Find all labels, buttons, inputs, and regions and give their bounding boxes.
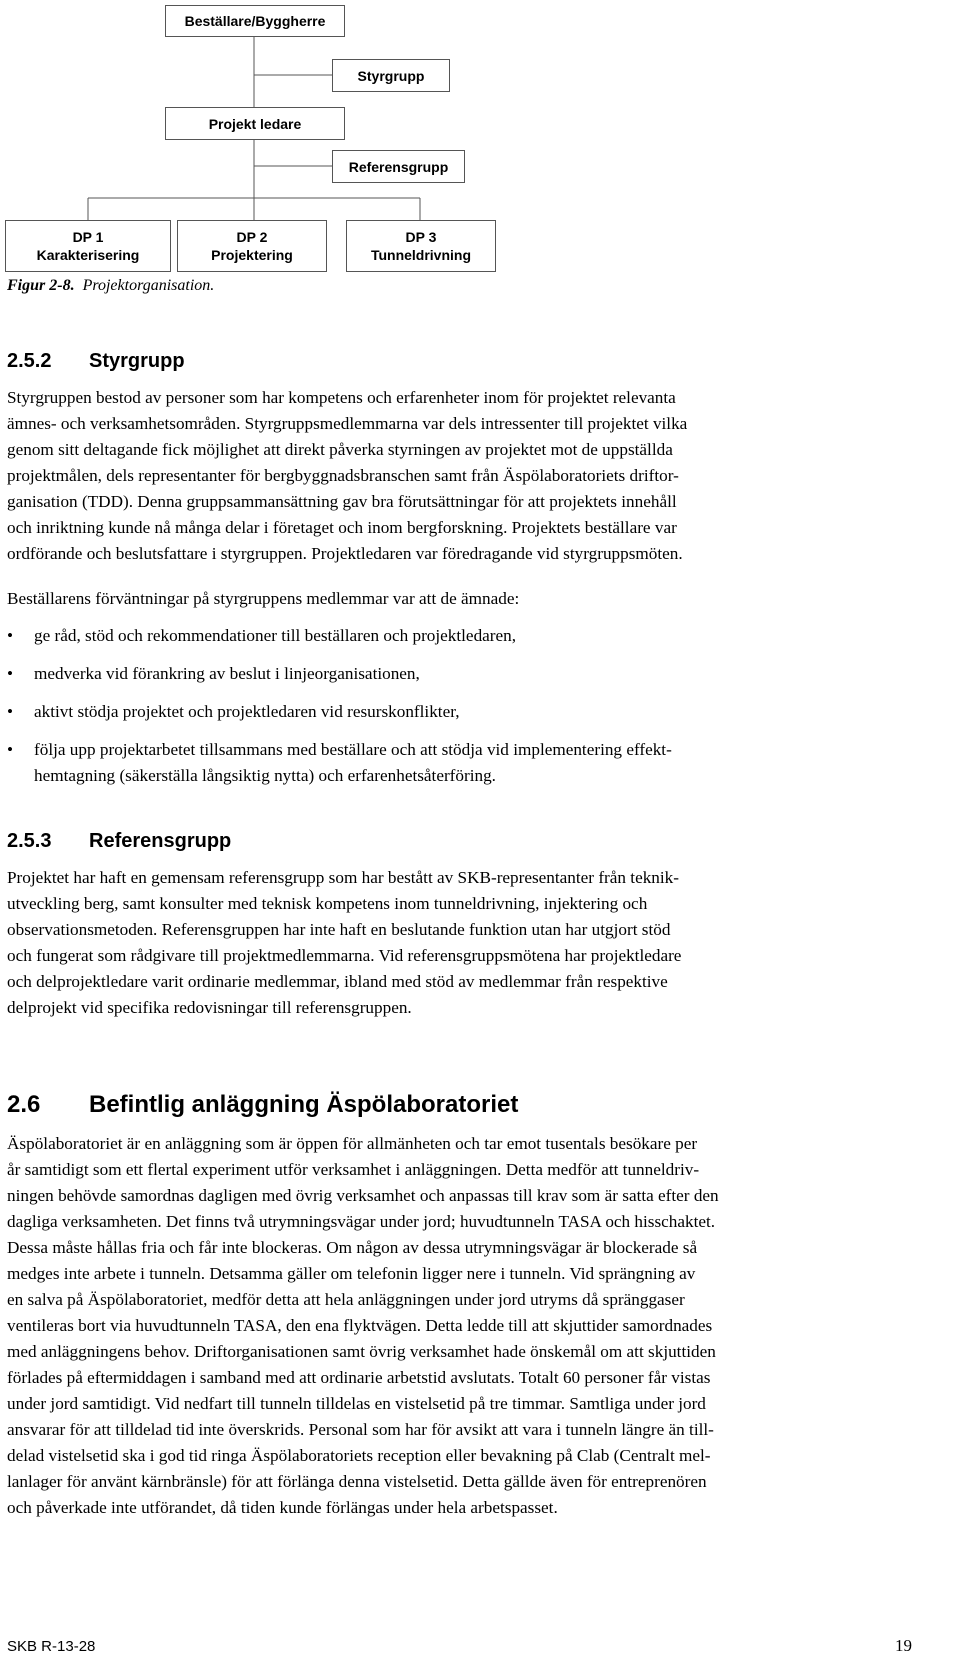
list-item-text: aktivt stödja projektet och projektledaren vid resurskonflikter, [34, 702, 460, 721]
org-node-label: Projektering [211, 247, 293, 263]
org-node-label: DP 2 [236, 229, 268, 245]
org-node-projektledare [165, 107, 345, 140]
footer-page-number: 19 [895, 1636, 912, 1655]
text-line: Beställarens förväntningar på styrgruppens medlemmar var att de ämnade: [7, 589, 520, 608]
text-line: dagliga verksamheten. Det finns två utrymningsvägar under jord; huvudtunneln TASA och hisschaktet. [7, 1212, 716, 1231]
org-node-dp3 [346, 220, 496, 272]
text-line: delad vistelsetid ska i god tid ringa Äspölaboratoriets reception eller bevakning på Clab (Centralt mel- [7, 1446, 711, 1465]
org-node-label: Beställare/Byggherre [184, 13, 326, 29]
org-node-label: Projekt ledare [208, 115, 302, 132]
text-line: projektmålen, dels representanter för bergbyggnadsbranschen samt från Äspölaboratoriets driftor- [7, 466, 679, 485]
text-line: under jord samtidigt. Vid nedfart till tunneln tilldelas en vistelsetid på tre timmar. Samtliga under jord [7, 1394, 706, 1413]
text-line: utveckling berg, samt konsulter med teknisk kompetens inom tunneldrivning, injektering och [7, 894, 648, 913]
paragraph-referensgrupp [7, 865, 907, 1021]
paragraph-expectations-intro [7, 586, 907, 612]
list-item-text: hemtagning (säkerställa långsiktig nytta) och erfarenhetsåterföring. [34, 766, 496, 785]
org-node-label: DP 3 [405, 229, 437, 245]
text-line: genom sitt deltagande fick möjlighet att direkt påverka styrningen av projektet mot de uppställda [7, 440, 673, 459]
text-line: Projektet har haft en gemensam referensgrupp som har bestått av SKB-representanter från teknik- [7, 868, 679, 887]
org-node-label: Styrgrupp [357, 67, 425, 84]
heading-title: Befintlig anläggning Äspölaboratoriet [89, 1091, 519, 1118]
list-item-text: medverka vid förankring av beslut i linjeorganisationen, [34, 664, 420, 683]
bullet-icon: • [7, 626, 14, 645]
text-line: med anläggningens behov. Driftorganisationen samt övrig verksamhet hade önskemål om att skjuttiden [7, 1342, 716, 1361]
list-item [7, 661, 907, 687]
list-item [7, 699, 907, 725]
figure-caption-label: Figur 2-8. [7, 277, 75, 294]
list-item-text: ge råd, stöd och rekommendationer till beställaren och projektledaren, [34, 626, 517, 645]
text-line: ämnes- och verksamhetsområden. Styrgruppsmedlemmarna var dels intressenter till projektet vilka [7, 414, 688, 433]
org-node-referensgrupp [332, 150, 465, 183]
list-item [7, 623, 907, 649]
org-node-styrgrupp [332, 59, 450, 92]
footer-report-id: SKB R-13-28 [7, 1638, 96, 1655]
text-line: och fungerat som rådgivare till projektmedlemmarna. Vid referensgruppsmötena har projektledare [7, 946, 682, 965]
heading-title: Referensgrupp [89, 830, 232, 852]
bullet-icon: • [7, 740, 14, 759]
text-line: lanlager för använt kärnbränsle) för att förlänga denna vistelsetid. Detta gällde även för entreprenören [7, 1472, 707, 1491]
figure-caption [7, 277, 214, 295]
org-node-dp1 [5, 220, 171, 272]
text-line: ningen behövde samordnas dagligen med övrig verksamhet och anpassas till krav som är satta efter den [7, 1186, 719, 1205]
heading-number: 2.6 [7, 1091, 41, 1118]
heading-2-5-3 [7, 830, 231, 853]
heading-title: Styrgrupp [89, 350, 185, 372]
text-line: ganisation (TDD). Denna gruppsammansättning gav bra förutsättningar för att projektets innehåll [7, 492, 677, 511]
text-line: förlades på eftermiddagen i samband med att ordinarie arbetstid avslutats. Totalt 60 personer får vistas [7, 1368, 711, 1387]
list-item-text: följa upp projektarbetet tillsammans med beställare och att stödja vid implementering effekt- [34, 740, 672, 759]
bullet-icon: • [7, 664, 14, 683]
figure-caption-text: Projektorganisation. [82, 277, 215, 294]
list-item [7, 737, 907, 789]
paragraph-aspolaboratoriet [7, 1131, 907, 1521]
org-node-bestallare [165, 5, 345, 37]
heading-number: 2.5.3 [7, 830, 52, 852]
org-node-label: Karakterisering [36, 247, 140, 263]
text-line: ordförande och beslutsfattare i styrgruppen. Projektledaren var föredragande vid styrgruppsmöten. [7, 544, 683, 563]
text-line: Äspölaboratoriet är en anläggning som är öppen för allmänheten och tar emot tusentals besökare per [7, 1134, 698, 1153]
org-chart [0, 0, 960, 290]
org-node-dp2 [177, 220, 327, 272]
org-node-label: DP 1 [72, 229, 104, 245]
expectations-list [7, 623, 907, 801]
text-line: och delprojektledare varit ordinarie medlemmar, ibland med stöd av medlemmar från respektive [7, 972, 668, 991]
text-line: Dessa måste hållas fria och får inte blockeras. Om någon av dessa utrymningsvägar är blockerade så [7, 1238, 698, 1257]
org-node-label: Tunneldrivning [370, 247, 472, 263]
text-line: en salva på Äspölaboratoriet, medför detta att hela anläggningen under jord utryms då spränggaser [7, 1290, 685, 1309]
text-line: medges inte arbete i tunneln. Detsamma gäller om telefonin ligger nere i tunneln. Vid sprängning av [7, 1264, 696, 1283]
text-line: Styrgruppen bestod av personer som har kompetens och erfarenheter inom för projektet relevanta [7, 388, 676, 407]
text-line: observationsmetoden. Referensgruppen har inte haft en beslutande funktion utan har utgjort stöd [7, 920, 671, 939]
text-line: ansvarar för att tilldelad tid inte överskrids. Personal som har för avsikt att vara i tunneln längre än till- [7, 1420, 714, 1439]
text-line: år samtidigt som ett flertal experiment utför verksamhet i anläggningen. Detta medför att tunneldriv- [7, 1160, 700, 1179]
bullet-icon: • [7, 702, 14, 721]
org-node-label: Referensgrupp [348, 158, 449, 175]
heading-2-5-2 [7, 350, 185, 373]
paragraph-styrgrupp [7, 385, 907, 567]
heading-2-6 [7, 1091, 518, 1119]
text-line: delprojekt vid specifika redovisningar till referensgruppen. [7, 998, 412, 1017]
text-line: ventileras bort via huvudtunneln TASA, den ena flyktvägen. Detta ledde till att skjuttider samordnades [7, 1316, 713, 1335]
text-line: och inriktning kunde nå många delar i företaget och inom bergforskning. Projektets beställare var [7, 518, 677, 537]
text-line: och påverkade inte utförandet, då tiden kunde förlängas under hela arbetspasset. [7, 1498, 558, 1517]
heading-number: 2.5.2 [7, 350, 52, 372]
